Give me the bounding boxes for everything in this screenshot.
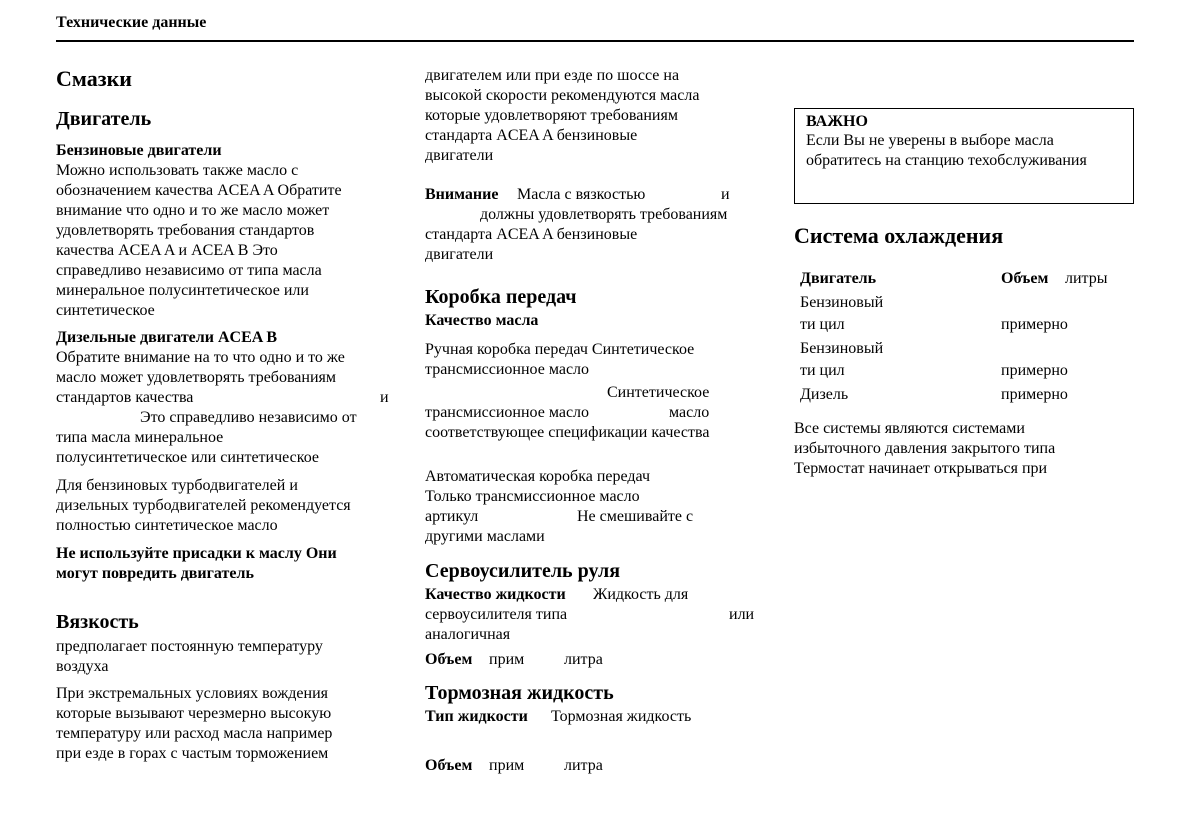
fluid-quality-label: Качество жидкости (425, 586, 566, 603)
text-line: артикул (425, 508, 479, 525)
important-title: ВАЖНО (806, 113, 868, 130)
text-line: высокой скорости рекомендуются масла (425, 87, 700, 104)
text-line: двигатели (425, 147, 494, 164)
text-line: дизельных турбодвигателей рекомендуется (56, 497, 351, 514)
petrol-engines-title: Бензиновые двигатели (56, 142, 222, 159)
table-cell-volume: примерно (1001, 362, 1068, 379)
table-cell-volume: примерно (1001, 386, 1068, 403)
header-divider (56, 40, 1134, 42)
table-cell-engine: ти цил (800, 316, 845, 333)
text-line: Ручная коробка передач Синтетическое (425, 341, 695, 358)
text-line: избыточного давления закрытого типа (794, 440, 1056, 457)
volume-approx: прим (489, 757, 525, 774)
diesel-engines-title: Дизельные двигатели ACEA B (56, 329, 278, 346)
section-heading-lubricants: Смазки (56, 66, 132, 91)
text-fragment: или (729, 606, 755, 623)
fluid-type-label: Тип жидкости (425, 708, 528, 725)
text-line: двигателем или при езде по шоссе на (425, 67, 680, 84)
subheading-viscosity: Вязкость (56, 611, 139, 633)
header-title: Технические данные (56, 14, 207, 31)
text-line: Только трансмиссионное масло (425, 488, 640, 505)
text-line: которые удовлетворяют требованиям (425, 107, 678, 124)
text-line: воздуха (56, 658, 109, 675)
table-cell-engine: ти цил (800, 362, 845, 379)
text-fragment: Не смешивайте с (577, 508, 694, 525)
subheading-engine: Двигатель (56, 108, 152, 130)
additives-warning: Не используйте присадки к маслу Они (56, 545, 337, 562)
text-line: обозначением качества ACEA A Обратите (56, 182, 342, 199)
text-fragment: и (721, 186, 730, 203)
text-line: минеральное полусинтетическое или (56, 282, 309, 299)
text-line: внимание что одно и то же масло может (56, 202, 330, 219)
text-line: сервоусилителя типа (425, 606, 568, 623)
text-line: синтетическое (56, 302, 155, 319)
volume-approx: прим (489, 651, 525, 668)
text-line: трансмиссионное масло (425, 404, 590, 421)
text-line: Обратите внимание на то что одно и то же (56, 349, 345, 366)
text-line: должны удовлетворять требованиям (480, 206, 728, 223)
text-line: Масла с вязкостью (517, 186, 646, 203)
text-line: Термостат начинает открываться при (794, 460, 1048, 477)
text-line: масло может удовлетворять требованиям (56, 369, 336, 386)
volume-unit: литра (564, 757, 603, 774)
text-line: Жидкость для (593, 586, 689, 603)
text-line: справедливо независимо от типа масла (56, 262, 322, 279)
text-line: Для бензиновых турбодвигателей и (56, 477, 298, 494)
text-line: Можно использовать также масло с (56, 162, 299, 179)
volume-label: Объем (425, 757, 473, 774)
additives-warning: могут повредить двигатель (56, 565, 254, 582)
subheading-gearbox: Коробка передач (425, 286, 577, 308)
text-fragment: масло (669, 404, 710, 421)
volume-label: Объем (425, 651, 473, 668)
text-line: полусинтетическое или синтетическое (56, 449, 320, 466)
table-cell-engine: Дизель (800, 386, 849, 403)
text-line: При экстремальных условиях вождения (56, 685, 328, 702)
table-header-unit: литры (1065, 270, 1108, 287)
text-line: Это справедливо независимо от (140, 409, 357, 426)
text-line: Все системы являются системами (794, 420, 1025, 437)
oil-quality-title: Качество масла (425, 312, 539, 329)
text-line: соответствующее спецификации качества (425, 424, 710, 441)
text-line: при езде в горах с частым торможением (56, 745, 329, 762)
text-line: полностью синтетическое масло (56, 517, 278, 534)
table-header-volume: Объем (1001, 270, 1049, 287)
subheading-power-steering: Сервоусилитель руля (425, 560, 621, 582)
text-line: стандарта ACEA A бензиновые (425, 127, 638, 144)
text-line: стандарта ACEA A бензиновые (425, 226, 638, 243)
attention-label: Внимание (425, 186, 499, 203)
volume-unit: литра (564, 651, 603, 668)
text-line: Автоматическая коробка передач (425, 468, 651, 485)
text-line: температуру или расход масла например (56, 725, 333, 742)
text-line: Тормозная жидкость (551, 708, 692, 725)
section-heading-cooling: Система охлаждения (794, 223, 1004, 248)
text-fragment: и (380, 389, 389, 406)
subheading-brake-fluid: Тормозная жидкость (425, 682, 614, 704)
text-line: качества ACEA A и ACEA B Это (56, 242, 278, 259)
text-line: стандартов качества (56, 389, 194, 406)
text-line: предполагает постоянную температуру (56, 638, 323, 655)
text-line: аналогичная (425, 626, 511, 643)
text-line: двигатели (425, 246, 494, 263)
text-line: обратитесь на станцию техобслуживания (806, 152, 1087, 169)
text-line: удовлетворять требования стандартов (56, 222, 315, 239)
table-cell-volume: примерно (1001, 316, 1068, 333)
table-cell-engine: Бензиновый (800, 294, 884, 311)
table-cell-engine: Бензиновый (800, 340, 884, 357)
text-line: типа масла минеральное (56, 429, 224, 446)
text-line: трансмиссионное масло (425, 361, 590, 378)
text-line: которые вызывают черезмерно высокую (56, 705, 332, 722)
text-line: Если Вы не уверены в выборе масла (806, 132, 1054, 149)
table-header-engine: Двигатель (800, 270, 877, 287)
text-line: другими маслами (425, 528, 545, 545)
text-fragment: Синтетическое (607, 384, 710, 401)
